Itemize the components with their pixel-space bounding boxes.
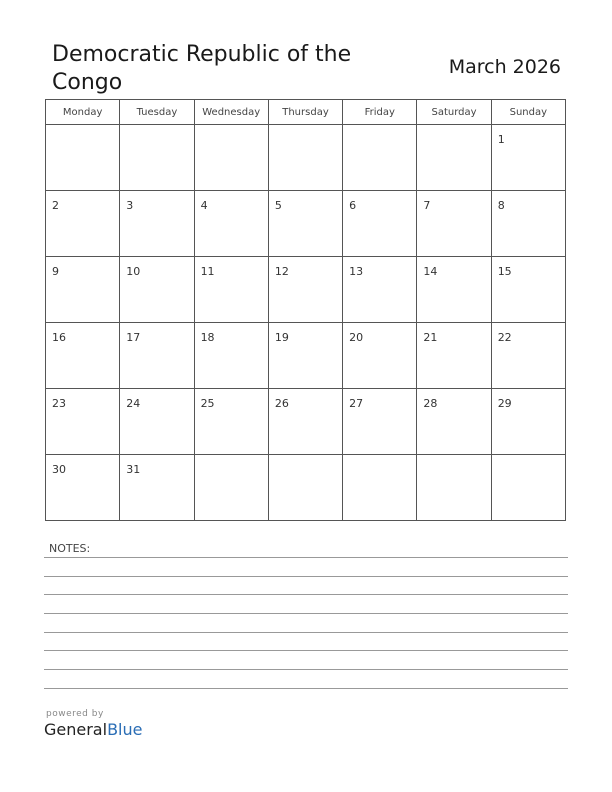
day-number: 31 <box>126 463 141 476</box>
day-cell <box>194 389 268 455</box>
day-cell <box>491 323 565 389</box>
day-cell <box>417 323 491 389</box>
day-number <box>120 125 193 133</box>
day-number: 19 <box>274 331 289 344</box>
day-number <box>343 125 416 133</box>
day-cell <box>417 389 491 455</box>
day-number: 23 <box>52 397 66 410</box>
day-number: 18 <box>200 331 215 344</box>
day-cell <box>194 191 268 257</box>
day-number: 24 <box>126 397 141 410</box>
weekday-header: Wednesday <box>194 100 268 125</box>
week-row <box>46 323 566 389</box>
powered-by-text: powered by <box>46 709 104 719</box>
day-number <box>269 455 342 463</box>
notes-line <box>44 594 568 595</box>
day-cell <box>268 257 342 323</box>
day-number: 1 <box>497 133 505 146</box>
week-row <box>46 455 566 521</box>
day-cell <box>417 125 491 191</box>
day-number <box>343 455 416 463</box>
day-cell <box>120 191 194 257</box>
day-number: 3 <box>126 199 134 212</box>
notes-line <box>44 632 568 633</box>
weekday-header: Sunday <box>491 100 565 125</box>
day-number: 14 <box>423 265 438 278</box>
weekday-header: Thursday <box>268 100 342 125</box>
day-number: 8 <box>497 199 505 212</box>
day-cell <box>120 257 194 323</box>
day-number: 12 <box>274 265 289 278</box>
day-number: 2 <box>52 199 59 212</box>
day-cell <box>417 191 491 257</box>
day-number: 9 <box>52 265 59 278</box>
generalblue-logo[interactable] <box>44 720 142 739</box>
day-cell <box>120 125 194 191</box>
day-number: 10 <box>126 265 141 278</box>
weekday-header: Friday <box>343 100 417 125</box>
day-number: 30 <box>52 463 66 476</box>
day-number <box>417 455 490 463</box>
day-number: 22 <box>497 331 512 344</box>
weekday-header: Monday <box>46 100 120 125</box>
weekday-header: Tuesday <box>120 100 194 125</box>
day-cell <box>417 257 491 323</box>
day-number <box>46 125 119 133</box>
day-cell <box>268 125 342 191</box>
day-cell <box>343 125 417 191</box>
notes-label: NOTES: <box>49 542 91 555</box>
notes-line <box>44 688 568 689</box>
day-number <box>417 125 490 133</box>
day-cell <box>194 323 268 389</box>
day-number: 13 <box>349 265 364 278</box>
day-cell <box>46 125 120 191</box>
day-cell <box>491 191 565 257</box>
day-cell <box>343 191 417 257</box>
notes-line <box>44 557 568 558</box>
weekday-header-row <box>46 100 566 125</box>
day-number: 21 <box>423 331 438 344</box>
day-number: 20 <box>349 331 364 344</box>
day-cell <box>120 455 194 521</box>
notes-line <box>44 613 568 614</box>
day-cell <box>194 125 268 191</box>
day-cell <box>491 125 565 191</box>
day-cell <box>46 191 120 257</box>
day-number: 4 <box>200 199 208 212</box>
day-number: 6 <box>349 199 357 212</box>
day-cell <box>46 323 120 389</box>
day-cell <box>120 323 194 389</box>
week-row <box>46 257 566 323</box>
day-cell <box>194 257 268 323</box>
day-cell <box>343 323 417 389</box>
day-cell <box>268 323 342 389</box>
day-cell <box>120 389 194 455</box>
day-cell <box>491 389 565 455</box>
day-number: 25 <box>200 397 215 410</box>
calendar-grid <box>45 99 566 521</box>
day-number: 26 <box>274 397 289 410</box>
day-number: 7 <box>423 199 431 212</box>
day-cell <box>343 455 417 521</box>
notes-line <box>44 650 568 651</box>
day-number: 11 <box>200 265 215 278</box>
day-number: 17 <box>126 331 141 344</box>
notes-line <box>44 669 568 670</box>
brand-general: General <box>44 720 108 739</box>
day-cell <box>268 389 342 455</box>
day-number <box>269 125 342 133</box>
day-number: 15 <box>497 265 512 278</box>
week-row <box>46 389 566 455</box>
day-cell <box>46 455 120 521</box>
day-number: 27 <box>349 397 364 410</box>
day-number: 5 <box>274 199 282 212</box>
month-title: March 2026 <box>448 56 561 78</box>
weekday-header: Saturday <box>417 100 491 125</box>
day-number: 28 <box>423 397 438 410</box>
day-cell <box>491 455 565 521</box>
week-row <box>46 125 566 191</box>
day-number: 29 <box>497 397 512 410</box>
day-cell <box>46 389 120 455</box>
day-cell <box>46 257 120 323</box>
day-number <box>492 455 565 463</box>
week-row <box>46 191 566 257</box>
day-cell <box>491 257 565 323</box>
notes-line <box>44 576 568 577</box>
day-number <box>195 125 268 133</box>
day-cell <box>194 455 268 521</box>
day-number: 16 <box>52 331 66 344</box>
day-cell <box>417 455 491 521</box>
day-cell <box>268 455 342 521</box>
country-title: Democratic Republic of the Congo <box>52 42 352 95</box>
day-number <box>195 455 268 463</box>
day-cell <box>268 191 342 257</box>
day-cell <box>343 389 417 455</box>
brand-blue: Blue <box>107 720 143 739</box>
day-cell <box>343 257 417 323</box>
